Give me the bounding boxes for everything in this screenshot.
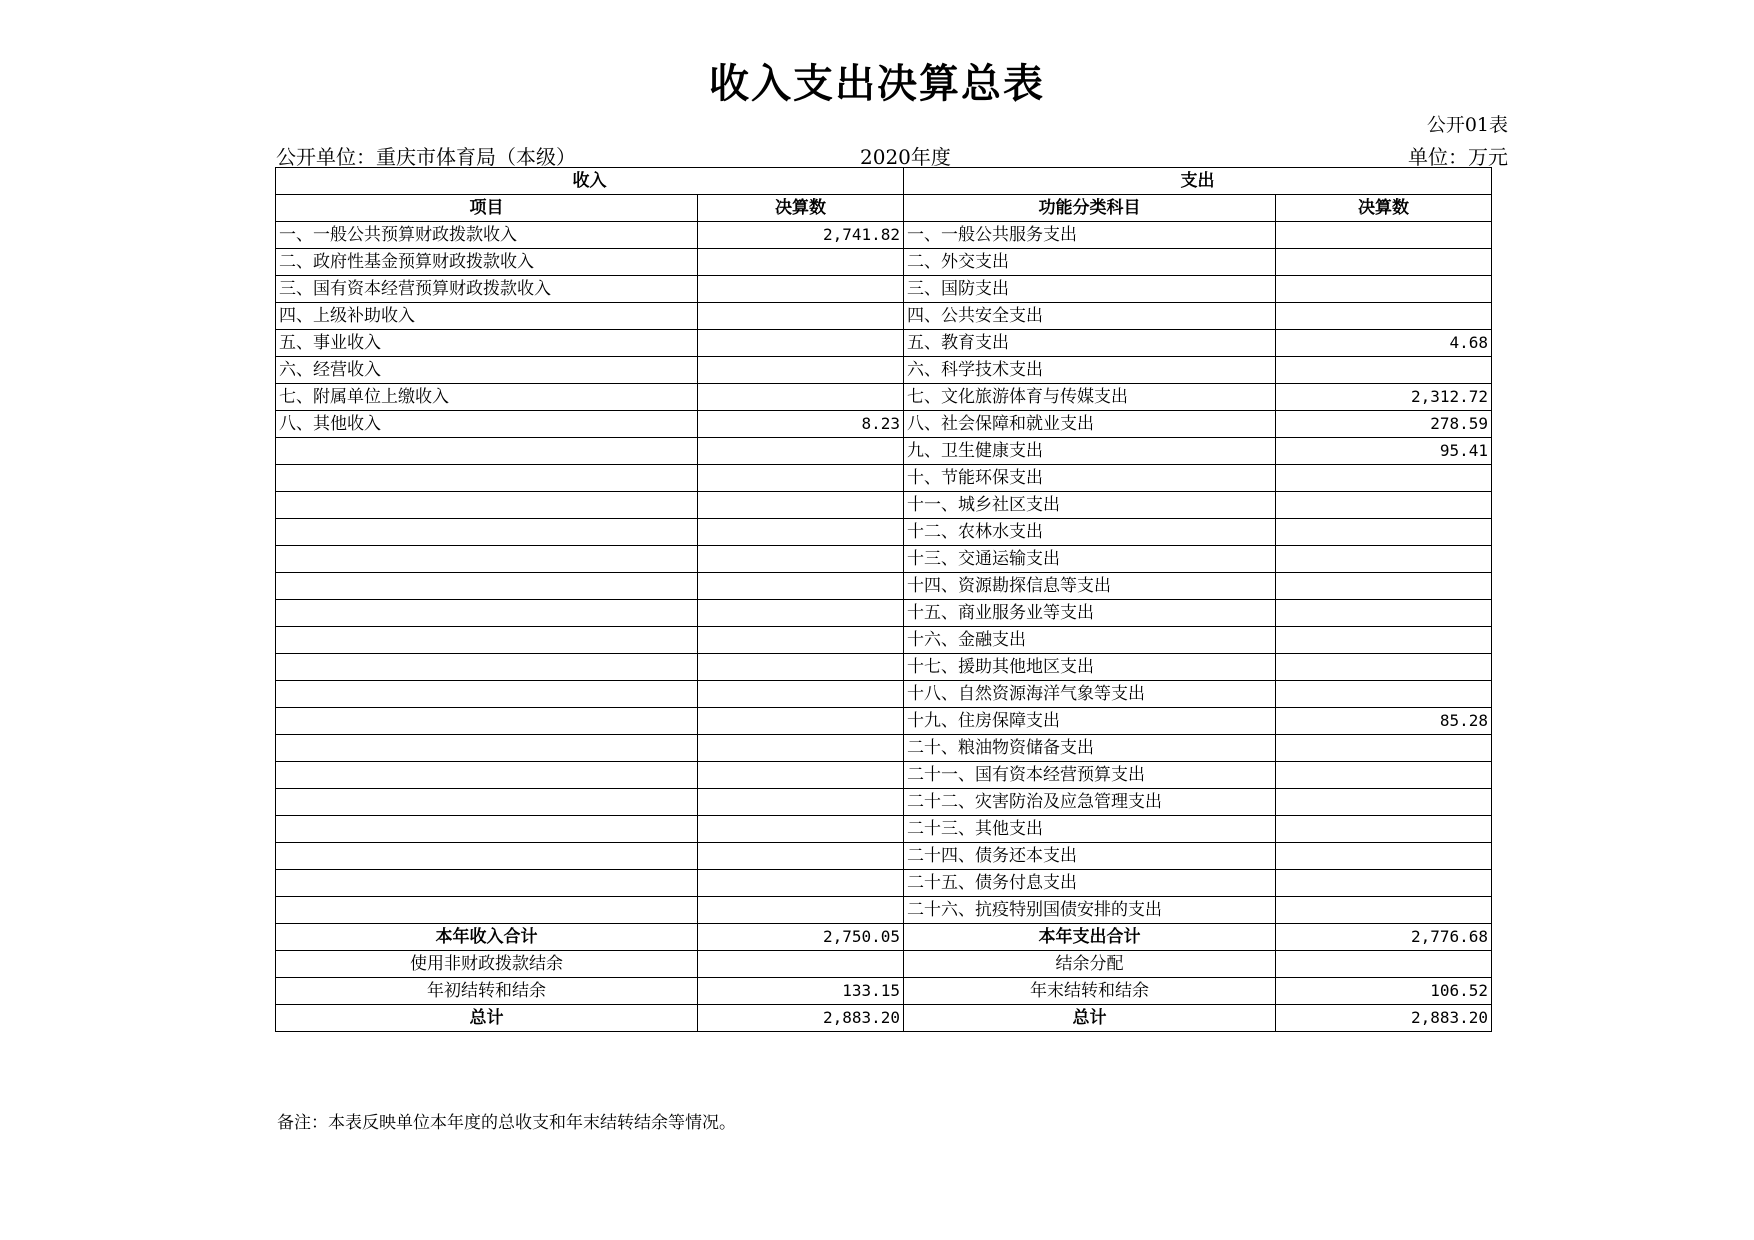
expense-amount-cell — [1276, 573, 1492, 600]
table-row — [276, 870, 1492, 897]
expense-item-cell: 二十五、债务付息支出 — [904, 870, 1276, 897]
expense-item-cell: 十一、城乡社区支出 — [904, 492, 1276, 519]
income-amount-cell — [698, 492, 904, 519]
income-item-cell: 三、国有资本经营预算财政拨款收入 — [276, 276, 698, 303]
expense-amount-cell: 278.59 — [1276, 411, 1492, 438]
expense-amount-cell — [1276, 492, 1492, 519]
footnote: 备注：本表反映单位本年度的总收支和年末结转结余等情况。 — [277, 1113, 736, 1133]
expense-item-cell: 二十三、其他支出 — [904, 816, 1276, 843]
income-amount-cell — [698, 573, 904, 600]
income-amount-cell — [698, 330, 904, 357]
expense-section-header: 支出 — [904, 168, 1492, 195]
summary-income-amount — [698, 951, 904, 978]
income-item-cell — [276, 600, 698, 627]
expense-amount-cell — [1276, 843, 1492, 870]
expense-amount-cell: 85.28 — [1276, 708, 1492, 735]
income-item-cell — [276, 627, 698, 654]
expense-item-cell: 七、文化旅游体育与传媒支出 — [904, 384, 1276, 411]
income-amount-column-header: 决算数 — [698, 195, 904, 222]
table-row — [276, 762, 1492, 789]
table-row — [276, 654, 1492, 681]
expense-item-cell: 三、国防支出 — [904, 276, 1276, 303]
income-item-cell — [276, 438, 698, 465]
table-row — [276, 357, 1492, 384]
expense-item-cell: 二十、粮油物资储备支出 — [904, 735, 1276, 762]
expense-item-cell: 十七、援助其他地区支出 — [904, 654, 1276, 681]
summary-expense-amount — [1276, 951, 1492, 978]
expense-amount-column-header: 决算数 — [1276, 195, 1492, 222]
income-amount-cell — [698, 546, 904, 573]
section-header-row — [276, 168, 1492, 195]
table-row — [276, 465, 1492, 492]
expense-item-cell: 十六、金融支出 — [904, 627, 1276, 654]
income-amount-cell — [698, 843, 904, 870]
table-row — [276, 411, 1492, 438]
expense-amount-cell — [1276, 276, 1492, 303]
income-item-cell — [276, 762, 698, 789]
expense-item-cell: 十三、交通运输支出 — [904, 546, 1276, 573]
table-row — [276, 627, 1492, 654]
income-amount-cell — [698, 816, 904, 843]
expense-item-cell: 二、外交支出 — [904, 249, 1276, 276]
table-row — [276, 303, 1492, 330]
table-row — [276, 519, 1492, 546]
summary-expense-label: 本年支出合计 — [904, 924, 1276, 951]
table-row — [276, 573, 1492, 600]
expense-amount-cell — [1276, 816, 1492, 843]
income-item-cell — [276, 708, 698, 735]
income-item-cell — [276, 492, 698, 519]
expense-item-cell: 十、节能环保支出 — [904, 465, 1276, 492]
income-amount-cell — [698, 465, 904, 492]
expense-amount-cell — [1276, 465, 1492, 492]
expense-amount-cell — [1276, 681, 1492, 708]
income-amount-cell — [698, 627, 904, 654]
table-row — [276, 843, 1492, 870]
expense-item-cell: 一、一般公共服务支出 — [904, 222, 1276, 249]
income-item-cell: 四、上级补助收入 — [276, 303, 698, 330]
expense-amount-cell — [1276, 654, 1492, 681]
table-row — [276, 330, 1492, 357]
table-row — [276, 222, 1492, 249]
income-item-cell — [276, 897, 698, 924]
income-amount-cell — [698, 276, 904, 303]
income-item-cell — [276, 735, 698, 762]
expense-item-cell: 二十四、债务还本支出 — [904, 843, 1276, 870]
column-header-row — [276, 195, 1492, 222]
currency-unit: 单位：万元 — [1408, 145, 1508, 169]
expense-item-cell: 九、卫生健康支出 — [904, 438, 1276, 465]
summary-expense-amount: 2,883.20 — [1276, 1005, 1492, 1032]
table-row — [276, 789, 1492, 816]
income-item-cell: 六、经营收入 — [276, 357, 698, 384]
table-row — [276, 492, 1492, 519]
expense-amount-cell — [1276, 789, 1492, 816]
income-expense-table — [275, 167, 1492, 1032]
expense-item-cell: 二十六、抗疫特别国债安排的支出 — [904, 897, 1276, 924]
expense-item-cell: 十九、住房保障支出 — [904, 708, 1276, 735]
income-item-cell — [276, 573, 698, 600]
income-amount-cell — [698, 789, 904, 816]
summary-expense-label: 结余分配 — [904, 951, 1276, 978]
expense-amount-cell: 4.68 — [1276, 330, 1492, 357]
income-amount-cell — [698, 384, 904, 411]
income-item-cell — [276, 465, 698, 492]
summary-income-label: 年初结转和结余 — [276, 978, 698, 1005]
expense-item-cell: 二十一、国有资本经营预算支出 — [904, 762, 1276, 789]
expense-item-cell: 四、公共安全支出 — [904, 303, 1276, 330]
summary-row — [276, 951, 1492, 978]
summary-income-label: 使用非财政拨款结余 — [276, 951, 698, 978]
income-item-cell — [276, 654, 698, 681]
income-item-cell: 一、一般公共预算财政拨款收入 — [276, 222, 698, 249]
income-item-cell: 五、事业收入 — [276, 330, 698, 357]
income-item-cell: 八、其他收入 — [276, 411, 698, 438]
income-item-cell — [276, 843, 698, 870]
category-column-header: 功能分类科目 — [904, 195, 1276, 222]
expense-item-cell: 十五、商业服务业等支出 — [904, 600, 1276, 627]
income-item-cell — [276, 789, 698, 816]
income-amount-cell — [698, 249, 904, 276]
form-number: 公开01表 — [1426, 114, 1508, 136]
summary-expense-amount: 106.52 — [1276, 978, 1492, 1005]
expense-item-cell: 六、科学技术支出 — [904, 357, 1276, 384]
summary-expense-label: 总计 — [904, 1005, 1276, 1032]
table-row — [276, 708, 1492, 735]
summary-row — [276, 1005, 1492, 1032]
summary-income-amount: 133.15 — [698, 978, 904, 1005]
expense-item-cell: 五、教育支出 — [904, 330, 1276, 357]
income-item-cell — [276, 546, 698, 573]
income-amount-cell — [698, 735, 904, 762]
expense-amount-cell: 95.41 — [1276, 438, 1492, 465]
table-row — [276, 384, 1492, 411]
summary-row — [276, 978, 1492, 1005]
income-item-cell — [276, 519, 698, 546]
expense-amount-cell: 2,312.72 — [1276, 384, 1492, 411]
income-amount-cell — [698, 708, 904, 735]
expense-amount-cell — [1276, 735, 1492, 762]
income-item-cell — [276, 681, 698, 708]
summary-income-amount: 2,883.20 — [698, 1005, 904, 1032]
income-amount-cell — [698, 357, 904, 384]
summary-income-label: 本年收入合计 — [276, 924, 698, 951]
expense-amount-cell — [1276, 222, 1492, 249]
income-amount-cell — [698, 870, 904, 897]
summary-expense-amount: 2,776.68 — [1276, 924, 1492, 951]
expense-item-cell: 十四、资源勘探信息等支出 — [904, 573, 1276, 600]
page-title: 收入支出决算总表 — [709, 61, 1045, 107]
expense-amount-cell — [1276, 519, 1492, 546]
expense-item-cell: 十二、农林水支出 — [904, 519, 1276, 546]
expense-amount-cell — [1276, 897, 1492, 924]
income-section-header: 收入 — [276, 168, 904, 195]
expense-amount-cell — [1276, 357, 1492, 384]
expense-amount-cell — [1276, 546, 1492, 573]
table-row — [276, 681, 1492, 708]
income-item-cell — [276, 816, 698, 843]
income-amount-cell — [698, 600, 904, 627]
expense-amount-cell — [1276, 627, 1492, 654]
income-amount-cell — [698, 681, 904, 708]
income-amount-cell — [698, 303, 904, 330]
table-row — [276, 735, 1492, 762]
income-item-cell: 二、政府性基金预算财政拨款收入 — [276, 249, 698, 276]
income-amount-cell — [698, 897, 904, 924]
summary-expense-label: 年末结转和结余 — [904, 978, 1276, 1005]
table-row — [276, 276, 1492, 303]
income-amount-cell — [698, 438, 904, 465]
item-column-header: 项目 — [276, 195, 698, 222]
expense-item-cell: 十八、自然资源海洋气象等支出 — [904, 681, 1276, 708]
summary-row — [276, 924, 1492, 951]
summary-income-label: 总计 — [276, 1005, 698, 1032]
reporting-unit: 公开单位：重庆市体育局（本级） — [276, 145, 576, 169]
expense-item-cell: 二十二、灾害防治及应急管理支出 — [904, 789, 1276, 816]
summary-income-amount: 2,750.05 — [698, 924, 904, 951]
income-amount-cell — [698, 519, 904, 546]
income-amount-cell — [698, 762, 904, 789]
table-row — [276, 546, 1492, 573]
expense-amount-cell — [1276, 249, 1492, 276]
expense-amount-cell — [1276, 303, 1492, 330]
income-item-cell: 七、附属单位上缴收入 — [276, 384, 698, 411]
income-amount-cell: 8.23 — [698, 411, 904, 438]
table-body — [276, 222, 1492, 1032]
table-row — [276, 600, 1492, 627]
table-row — [276, 249, 1492, 276]
expense-item-cell: 八、社会保障和就业支出 — [904, 411, 1276, 438]
expense-amount-cell — [1276, 762, 1492, 789]
expense-amount-cell — [1276, 870, 1492, 897]
table-row — [276, 816, 1492, 843]
expense-amount-cell — [1276, 600, 1492, 627]
income-amount-cell: 2,741.82 — [698, 222, 904, 249]
fiscal-year: 2020年度 — [860, 145, 951, 169]
table-row — [276, 438, 1492, 465]
income-item-cell — [276, 870, 698, 897]
table-row — [276, 897, 1492, 924]
income-amount-cell — [698, 654, 904, 681]
